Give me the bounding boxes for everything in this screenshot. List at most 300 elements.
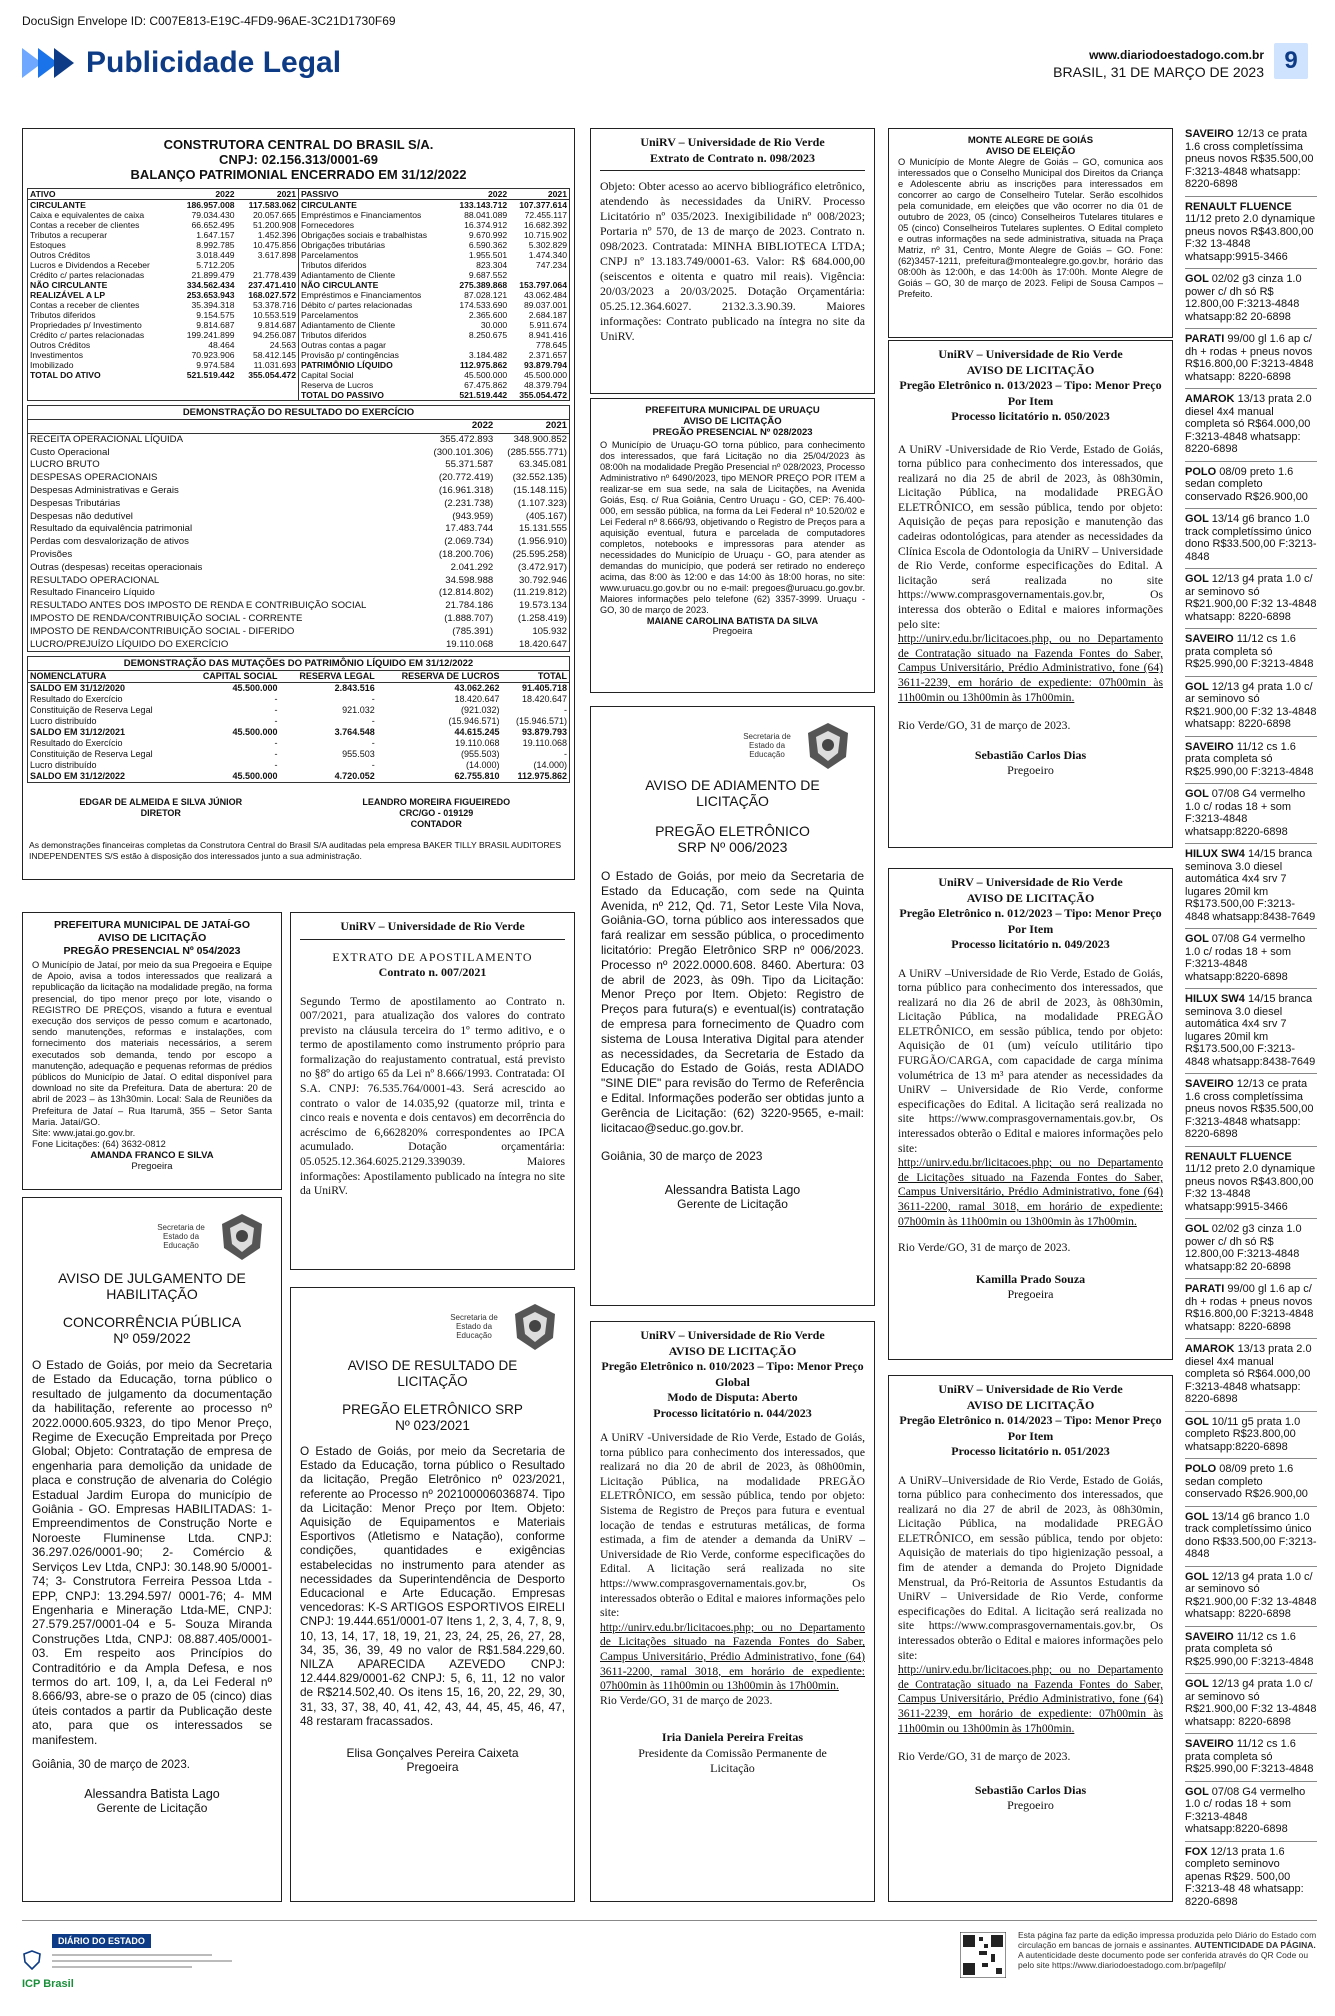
dmpl-cell: SALDO EM 31/12/2020 (30, 683, 126, 694)
classified-ad (1185, 273, 1317, 323)
ativo-cell: 8.992.785 (196, 240, 235, 250)
classified-ad-text: 08/09 preto 1.6 sedan completo conservado R$26.900,00 (1185, 465, 1308, 503)
classified-ad (1185, 848, 1317, 923)
balanco-box (22, 128, 575, 880)
ativo-cell: 10.475.856 (252, 240, 296, 250)
passivo-cell: 93.879.794 (523, 360, 567, 370)
ativo-row (28, 250, 298, 260)
dre-cell: 19.573.134 (518, 600, 567, 612)
classified-ad (1185, 741, 1317, 779)
dre-row (28, 639, 569, 652)
ativo-cell: 58.412.145 (252, 350, 296, 360)
classified-ad-text: 99/00 gl 1.6 ap c/ dh + rodas + pneus novos R$16.800,00 F:3213-4848 whatsapp: 8220-6898 (1185, 1283, 1314, 1333)
ativo-cell: Crédito c/ partes relacionadas (30, 270, 145, 280)
dmpl-cell: 921.032 (342, 705, 375, 716)
classified-ad-title: SAVEIRO (1185, 740, 1237, 753)
dmpl-row (28, 760, 569, 771)
ativo-cell: Tributos diferidos (30, 310, 96, 320)
resultado-box (290, 1287, 575, 1902)
passivo-cell: TOTAL DO PASSIVO (301, 390, 384, 400)
passivo-cell: 43.062.484 (523, 290, 567, 300)
dmpl-cell: - (371, 694, 375, 705)
p050-link[interactable]: http://unirv.edu.br/licitacoes.php, ou no Departamento de Contratação situado na Fazenda Fontes do Saber, Campus Universitário, Prédio Administrativo, fone (64) 3611-2239, em horário de expediente: 07h00min às 11h00min ou 13h00min às 17h00min. (898, 632, 1163, 704)
ativo-cell (237, 260, 298, 270)
passivo-row (299, 230, 569, 240)
p051-date: Rio Verde/GO, 31 de março de 2023. (898, 1750, 1071, 1764)
classified-ad (1185, 1846, 1317, 1909)
dre-row (28, 575, 569, 588)
p044-date: Rio Verde/GO, 31 de março de 2023. (600, 1693, 773, 1707)
dmpl-row (28, 716, 569, 727)
dmpl-cell: - (371, 716, 375, 727)
dre-cell: RECEITA OPERACIONAL LÍQUIDA (30, 433, 184, 445)
passivo-cell: 10.715.902 (523, 230, 567, 240)
ativo-row (28, 370, 298, 380)
dre-cell: 355.472.893 (439, 433, 494, 445)
julgamento-logo (32, 1206, 272, 1266)
ativo-cell: 117.583.062 (248, 200, 296, 210)
dre-cell: (1.107.323) (517, 497, 567, 509)
sig1-name: EDGAR DE ALMEIDA E SILVA JÚNIOR (79, 797, 243, 808)
dmpl-cell: 45.500.000 (232, 727, 278, 738)
classified-ad-title: GOL (1185, 573, 1212, 585)
passivo-cell: 9.670.992 (468, 230, 508, 240)
dmpl-cell: 62.755.810 (454, 771, 500, 782)
p051-body: A UniRV–Universidade de Rio Verde, Estado de Goiás, torna público para conhecimento dos interessados, que realizará no dia 27 de abril de 2023, às 08h30min, Licitação Pública, na modalidade PREGÃO ELETRÔNICO, em sessão pública, tendo por objeto: Aquisição de materiais do tipo higienização pessoal, a fim de atender a demanda do Projeto Dignidade Menstrual, da Pró-Reitoria de Assuntos Estudantis da UniRV – Universidade de Rio Verde, conforme especificações do Edital. A licitação será realizada no site https://www.comprasgovernamentais.gov.br, Os interessados obterão o Edital e maiores informações pelo site: (898, 1473, 1163, 1662)
dmpl-cell: 45.500.000 (232, 771, 278, 782)
classified-ad (1185, 993, 1317, 1068)
adiamento-signer: Alessandra Batista Lago (664, 1183, 801, 1198)
jatai-org: PREFEITURA MUNICIPAL DE JATAÍ-GO (53, 919, 250, 931)
passivo-cell: 133.143.712 (459, 200, 508, 210)
classified-ad-text: 13/14 g6 branco 1.0 track completíssimo único dono R$33.500,00 F:3213-4848 (1185, 513, 1317, 563)
classified-ad-text: 07/08 G4 vermelho 1.0 c/ rodas 18 + som F:3213-4848 whatsapp:8220-6898 (1185, 933, 1306, 983)
ativo-cell: 9.154.575 (196, 310, 235, 320)
pregao-049-box (888, 868, 1173, 1360)
classified-ad (1185, 633, 1317, 671)
dre-row (28, 536, 569, 549)
dmpl-row (28, 749, 569, 760)
classified-ad (1185, 1571, 1317, 1621)
passivo-cell: 89.037.001 (523, 300, 567, 310)
passivo-row (299, 310, 569, 320)
classified-ad (1185, 1343, 1317, 1406)
jatai-box (22, 912, 282, 1190)
dre-cell: Provisões (30, 548, 73, 560)
passivo-cell: CIRCULANTE (301, 200, 357, 210)
p051-subtitle: Pregão Eletrônico n. 014/2023 – Tipo: Menor Preço Por Item (899, 1413, 1162, 1443)
apost-body: Segundo Termo de apostilamento ao Contrato n. 007/2021, para atualização dos valores do contrato previsto na cláusula terceira do 1º termo aditivo, e o termo de apostilamento como instrumento próprio para formalização do reajustamento contratual, está previsto no §8º do artigo 65 da Lei nº 8.666/1993. Contratada: OI S.A. CNPJ: 76.535.764/0001-43. Será acrescido ao contrato o valor de 14.035,92 (quatorze mil, trinta e cinco reais e noventa e dois centavos) em decorrência do acréscimo de 6,662820% correspondentes ao IPCA acumulado. Dotação orçamentária: 05.0525.12.364.6025.2129.339039. Maiores informações: Apostilamento publicado na íntegra no site da UniRV. (300, 994, 565, 1198)
dmpl-head-cell: RESERVA LEGAL (299, 671, 375, 682)
classified-ad (1185, 1738, 1317, 1776)
dre-cell: (1.956.910) (517, 536, 567, 548)
adiamento-date: Goiânia, 30 de março de 2023 (601, 1149, 763, 1164)
ativo-cell: 79.034.430 (191, 210, 235, 220)
qr-code-icon[interactable] (960, 1932, 1006, 1978)
dmpl-cell: 93.879.793 (521, 727, 567, 738)
classified-ad-title: GOL (1185, 933, 1212, 945)
dmpl-cell: Lucro distribuído (30, 760, 97, 771)
classified-ad (1185, 201, 1317, 264)
dmpl-cell: (14.000) (465, 760, 500, 771)
p050-signer: Sebastião Carlos Dias (974, 747, 1087, 762)
dre-cell: 63.345.081 (518, 459, 567, 471)
ativo-row (28, 320, 298, 330)
ativo-row (28, 270, 298, 280)
classified-ad-title: POLO (1185, 1463, 1220, 1475)
classified-ad-text: 12/13 ce prata 1.6 cross completíssima pneus novos R$35.500,00 F:3213-4848 whatsapp: 8220-6898 (1185, 1078, 1314, 1140)
p051-process: Processo licitatório n. 051/2023 (951, 1444, 1110, 1458)
ativo-cell: 3.617.898 (257, 250, 296, 260)
passivo-cell: 1.955.501 (468, 250, 508, 260)
classified-ad-title: GOL (1185, 1510, 1212, 1523)
classified-ad-title: PARATI (1185, 333, 1228, 345)
apostilamento-box (290, 912, 575, 1270)
ativo-cell: NÃO CIRCULANTE (30, 280, 108, 290)
passivo-header (299, 189, 569, 200)
passivo-cell: 48.379.794 (523, 380, 567, 390)
passivo-row (299, 280, 569, 290)
classified-ad-text: 11/12 preto 2.0 dynamique pneus novos R$43.800,00 F:32 13-4848 whatsapp:9915-3466 (1185, 1163, 1316, 1213)
classified-ad-text: 07/08 G4 vermelho 1.0 c/ rodas 18 + som F:3213-4848 whatsapp:8220-6898 (1185, 1785, 1306, 1835)
classified-ad (1185, 1151, 1317, 1214)
ativo-cell: Propriedades p/ Investimento (30, 320, 142, 330)
passivo-cell: 521.519.442 (459, 390, 508, 400)
apost-subtitle: Contrato n. 007/2021 (378, 965, 487, 979)
ativo-cell: 199.241.899 (186, 330, 235, 340)
dmpl-row (28, 771, 569, 782)
ativo-cell: 334.562.434 (186, 280, 235, 290)
uruacu-title: AVISO DE LICITAÇÃO (683, 416, 782, 427)
page-header (22, 40, 1322, 88)
ativo-cell: 51.200.908 (252, 220, 296, 230)
dmpl-cell: 2.843.516 (334, 683, 375, 694)
dre-cell: LUCRO/PREJUÍZO LÍQUIDO DO EXERCÍCIO (30, 638, 229, 650)
seduc-logo-text: Secretaria de Estado da Educação (743, 731, 791, 759)
passivo-cell: 5.911.674 (529, 320, 567, 330)
ativo-cell: 186.957.008 (186, 200, 235, 210)
dmpl-cell: 45.500.000 (232, 683, 278, 694)
ativo-row (28, 240, 298, 250)
dmpl-cell: Lucro distribuído (30, 716, 97, 727)
passivo-row (299, 360, 569, 370)
dre-row (28, 472, 569, 485)
ativo-row (28, 350, 298, 360)
ativo-head-cell: 2022 (215, 189, 235, 199)
dre-cell: DESPESAS OPERACIONAIS (30, 472, 158, 484)
ativo-cell: 1.452.396 (257, 230, 296, 240)
dre-cell: 55.371.587 (445, 459, 494, 471)
sig2-name: LEANDRO MOREIRA FIGUEIREDO (362, 797, 511, 808)
dre-cell: (20.772.419) (438, 472, 494, 484)
passivo-cell: Outras contas a pagar (301, 340, 387, 350)
passivo-cell: 88.041.089 (464, 210, 508, 220)
footer-brand: DIÁRIO DO ESTADO (52, 1934, 151, 1948)
dre-cell: (300.101.306) (433, 446, 494, 458)
dmpl-cell: - (274, 749, 278, 760)
dmpl-cell: 3.764.548 (334, 727, 375, 738)
passivo-cell: Empréstimos e Financiamentos (301, 210, 422, 220)
ativo-cell: Tributos a recuperar (30, 230, 108, 240)
ativo-cell: 35.394.318 (191, 300, 235, 310)
dre-row (28, 485, 569, 498)
dre-cell: 2.041.292 (450, 561, 494, 573)
passivo-cell: PATRIMÔNIO LÍQUIDO (301, 360, 393, 370)
ativo-cell: 53.378.716 (252, 300, 296, 310)
dmpl-cell: Constituição de Reserva Legal (30, 705, 153, 716)
p051-title: AVISO DE LICITAÇÃO (966, 1397, 1095, 1412)
julgamento-title: AVISO DE JULGAMENTO DE HABILITAÇÃO (58, 1270, 246, 1302)
dmpl-cell: - (274, 705, 278, 716)
classified-ad (1185, 333, 1317, 383)
classified-ad-text: 12/13 g4 prata 1.0 c/ ar seminovo só R$21.900,00 F:32 13-4848 whatsapp: 8220-6898 (1185, 1678, 1317, 1728)
classified-ad-title: SAVEIRO (1185, 1078, 1237, 1090)
dre-title: DEMONSTRAÇÃO DO RESULTADO DO EXERCÍCIO (28, 406, 569, 420)
classified-ad-title: SAVEIRO (1185, 1630, 1237, 1643)
dre-cell: (32.552.135) (512, 472, 567, 484)
julgamento-box (22, 1197, 282, 1902)
classified-ad (1185, 788, 1317, 838)
dmpl-cell: (14.000) (533, 760, 567, 771)
classified-ad (1185, 1678, 1317, 1728)
passivo-head-cell: 2022 (488, 189, 508, 199)
passivo-cell: Tributos diferidos (301, 260, 367, 270)
passivo-cell (449, 340, 509, 350)
dmpl-cell: - (274, 716, 278, 727)
passivo-row (299, 370, 569, 380)
p049-subtitle: Pregão Eletrônico n. 012/2023 – Tipo: Menor Preço Por Item (899, 906, 1162, 936)
adiamento-role: Gerente de Licitação (677, 1197, 788, 1212)
passivo-cell: Empréstimos e Financiamentos (301, 290, 422, 300)
jatai-phone: Fone Licitações: (64) 3632-0812 (32, 1139, 166, 1150)
classified-ad-text: 14/15 branca seminova 3.0 diesel automática 4x4 srv 7 lugares 20mil km R$173.500,00 F:3213-4848 whatsapp:8438-7649 (1185, 993, 1316, 1068)
classified-ad-title: POLO (1185, 465, 1220, 478)
dmpl-cell: Constituição de Reserva Legal (30, 749, 153, 760)
passivo-cell: 747.234 (535, 260, 567, 270)
ativo-cell: Outros Créditos (30, 250, 91, 260)
jatai-signer: AMANDA FRANCO E SILVA (90, 1150, 214, 1162)
passivo-cell: 355.054.472 (519, 390, 567, 400)
dre-cell: Outras (despesas) receitas operacionais (30, 561, 203, 573)
passivo-head-cell: PASSIVO (301, 189, 339, 199)
p049-date: Rio Verde/GO, 31 de março de 2023. (898, 1241, 1071, 1255)
classified-ad-title: GOL (1185, 1415, 1212, 1428)
ativo-head-cell: 2021 (276, 189, 296, 199)
passivo-cell: 823.304 (476, 260, 508, 270)
p049-link[interactable]: http://unirv.edu.br/licitacoes.php; ou no Departamento de Licitações situado na Fazenda Fontes do Saber, Campus Universitário, Prédio Administrativo, fone (64) 3611-2200, ramal 3018, em horário de expediente: 07h00min às 11h00min ou 13h00min às 17h00min. (898, 1156, 1163, 1228)
passivo-cell: Fornecedores (301, 220, 355, 230)
julgamento-date: Goiânia, 30 de março de 2023. (32, 1758, 190, 1771)
p044-subtitle: Pregão Eletrônico n. 010/2023 – Tipo: Menor Preço Global (601, 1359, 864, 1389)
ativo-cell: Investimentos (30, 350, 84, 360)
classified-ad-text: 02/02 g3 cinza 1.0 power c/ dh só R$ 12.800,00 F:3213-4848 whatsapp:82 20-6898 (1185, 1223, 1302, 1273)
passivo-cell: 2.684.187 (528, 310, 567, 320)
ativo-cell: 5.712.205 (196, 260, 235, 270)
section-title: Publicidade Legal (86, 46, 342, 79)
uruacu-body: O Município de Uruaçu-GO torna público, para conhecimento dos interessados, que fará Licitação no dia 25/04/2023 às 08:00h na modalidade Pregão Presencial nº 028/2023, Processo Administrativo nº 6490/2023, tipo MENOR PREÇO POR ITEM a realizar-se em sua sede, na sala de Licitações, na Avenida Goiás, Esq. c/ Rua Goiânia, Centro Uruaçu - GO, CEP: 76.400-000, em sessão pública, na forma da Lei Federal nº 10.520/02 e Lei Federal nº 8.666/93, objetivando o Registro de Preços para a aquisição eventual, futura e parcelada de computadores completos, notebooks e impressoras para atender as necessidades do Município de Uruaçu - GO, para atender as demandas do município, que poderá ser retirado no endereço acima, das 8:00 às 12:00 e das 14:00 às 18:00 horas, no site: www.uruacu.go.gov.br ou no e-mail: pregoes@uruacu.go.gov.br. Maiores informações pelo telefone (62) 3357-3999. Uruaçu - GO, 30 de março de 2023. (600, 440, 865, 615)
p050-role: Pregoeiro (1007, 763, 1054, 778)
classified-ad (1185, 393, 1317, 456)
dre-cell: 19.110.068 (445, 638, 494, 650)
dre-header (28, 420, 569, 433)
p044-process: Processo licitatório n. 044/2023 (653, 1405, 812, 1420)
passivo-cell: Tributos diferidos (301, 330, 367, 340)
passivo-cell: 153.797.064 (519, 280, 567, 290)
p051-link[interactable]: http://unirv.edu.br/licitacoes.php; ou no Departamento de Contratação situado na Fazenda Fontes do Saber, Campus Universitário, Prédio Administrativo, fone (64) 3611-2239, em horário de expediente: 07h00min às 11h00min ou 13h00min às 17h00min. (898, 1663, 1163, 1735)
footer-left (22, 1930, 282, 2000)
classified-ad-text: 11/12 cs 1.6 prata completa só R$25.990,00 F:3213-4848 (1185, 633, 1314, 670)
dmpl-title: DEMONSTRAÇÃO DAS MUTAÇÕES DO PATRIMÔNIO LÍQUIDO EM 31/12/2022 (28, 657, 569, 671)
ativo-cell: 168.027.572 (248, 290, 296, 300)
pregao-050-box (888, 340, 1173, 848)
dmpl-cell: 18.420.647 (521, 694, 567, 705)
passivo-row (299, 260, 569, 270)
dmpl-cell: 19.110.068 (522, 738, 567, 749)
classified-ad-title: HILUX SW4 (1185, 993, 1248, 1005)
monte-alegre-box (888, 128, 1173, 338)
dre-row (28, 433, 569, 446)
classified-ad-text: 11/12 cs 1.6 prata completa só R$25.990,00 F:3213-4848 (1185, 1738, 1314, 1775)
ativo-cell: 237.471.410 (248, 280, 296, 290)
classified-ad-text: 99/00 gl 1.6 ap c/ dh + rodas + pneus novos R$16.800,00 F:3213-4848 whatsapp: 8220-6898 (1185, 333, 1314, 383)
dre-cell: 17.483.744 (445, 523, 494, 535)
dre-cell: (405.167) (525, 510, 567, 522)
passivo-cell: 107.377.614 (519, 200, 567, 210)
passivo-cell: 9.687.552 (468, 270, 508, 280)
classified-ad (1185, 1786, 1317, 1836)
dmpl-cell: 91.405.718 (521, 683, 567, 694)
extrato-title: Extrato de Contrato n. 098/2023 (650, 150, 815, 165)
classified-ad-text: 11/12 preto 2.0 dynamique pneus novos R$43.800,00 F:32 13-4848 whatsapp:9915-3466 (1185, 213, 1316, 263)
classified-ad-text: 12/13 g4 prata 1.0 c/ ar seminovo só R$21.900,00 F:32 13-4848 whatsapp: 8220-6898 (1185, 680, 1317, 730)
ativo-cell: 20.057.665 (252, 210, 296, 220)
ativo-row (28, 260, 298, 270)
classified-ad-text: 13/13 prata 2.0 diesel 4x4 manual completa só R$64.000,00 F:3213-4848 whatsapp: 8220-6898 (1185, 1343, 1312, 1405)
ativo-cell: 66.652.495 (191, 220, 235, 230)
pregao-044-box (590, 1321, 875, 1902)
classified-ad (1185, 681, 1317, 731)
dre-cell: Despesas não dedutível (30, 510, 133, 522)
dre-cell: IMPOSTO DE RENDA/CONTRIBUIÇÃO SOCIAL - CORRENTE (30, 612, 303, 624)
footer-auth-title: AUTENTICIDADE DA PÁGINA. (1194, 1940, 1316, 1950)
ativo-cell: Imobilizado (30, 360, 74, 370)
footer-auth-note: A autenticidade deste documento pode ser conferida através do QR Code ou pelo site https://www.diariodoestadogo.com.br/pagefilp/ (1018, 1950, 1309, 1970)
dre-cell: (3.472.917) (517, 561, 567, 573)
passivo-cell: NÃO CIRCULANTE (301, 280, 379, 290)
classified-ad-text: 13/14 g6 branco 1.0 track completíssimo único dono R$33.500,00 F:3213-4848 (1185, 1510, 1317, 1560)
dre-cell: LUCRO BRUTO (30, 459, 100, 471)
p050-process: Processo licitatório n. 050/2023 (951, 409, 1110, 423)
dmpl-head-cell: RESERVA DE LUCROS (401, 671, 500, 682)
p044-link[interactable]: http://unirv.edu.br/licitacoes.php; ou no Departamento de Licitações situado na Fazenda Fontes do Saber, Campus Universitário, Prédio Administrativo, fone (64) 3611-2200, ramal 3018, em horário de expediente: 07h00min às 11h00min ou 13h00min às 17h00min. (600, 1620, 865, 1693)
ativo-row (28, 280, 298, 290)
ativo-cell: CIRCULANTE (30, 200, 86, 210)
classified-ad-text: 02/02 g3 cinza 1.0 power c/ dh só R$ 12.800,00 F:3213-4848 whatsapp:82 20-6898 (1185, 273, 1302, 323)
dre-cell: 34.598.988 (445, 574, 494, 586)
passivo-cell: 8.250.675 (468, 330, 508, 340)
ativo-cell: Contas a receber de clientes (30, 220, 140, 230)
classified-ad (1185, 1631, 1317, 1669)
dre-cell: (11.219.812) (513, 587, 567, 599)
p044-role: Presidente da Comissão Permanente de Licitação (638, 1745, 827, 1776)
dre-row (28, 447, 569, 460)
jatai-role: Pregoeira (131, 1161, 173, 1173)
dre-row (28, 562, 569, 575)
dmpl-cell: 955.503 (342, 749, 375, 760)
passivo-cell: 45.500.000 (523, 370, 567, 380)
p044-body: A UniRV -Universidade de Rio Verde, Estado de Goiás, torna público para conhecimento dos interessados, que realizará no dia 20 de abril de 2023, às 08h00min, Licitação Pública, na modalidade PREGÃO ELETRÔNICO, em sessão pública, tendo por objeto: Sistema de Registro de Preços para futura e eventual locação de tendas e estruturas metálicas, de forma estimada, a fim de atender a demanda da UniRV – Universidade de Rio Verde, conforme especificações do Edital. A licitação será realizada no site https://www.comprasgovernamentais.gov.br, Os interessados obterão o Edital e maiores informações pelo site: (600, 1431, 865, 1620)
classified-ad-title: FOX (1185, 1845, 1211, 1858)
ativo-cell: 21.778.439 (252, 270, 296, 280)
uruacu-subtitle: PREGÃO PRESENCIAL Nº 028/2023 (652, 427, 813, 438)
classified-ad-title: PARATI (1185, 1283, 1228, 1295)
dmpl-cell: (15.946.571) (448, 716, 500, 727)
dmpl-table (28, 671, 569, 782)
dmpl-row (28, 727, 569, 738)
extrato-org: UniRV – Universidade de Rio Verde (640, 135, 825, 149)
passivo-cell: 778.645 (535, 340, 567, 350)
classified-ad-title: GOL (1185, 788, 1212, 800)
passivo-table (299, 189, 569, 400)
dmpl-cell: - (274, 760, 278, 771)
p049-role: Pregoeira (1007, 1287, 1054, 1302)
p049-body: A UniRV –Universidade de Rio Verde, Estado de Goiás, torna público para conhecimento dos interessados, que realizará no dia 26 de abril de 2023, às 08h30min, Licitação Pública, na modalidade PREGÃO ELETRÔNICO, em sessão pública, tendo por objeto: Aquisição de 01 (um) veículo utilitário tipo FURGÃO/CARGA, com capacidade de carga mínima volumétrica de 13 m³ para atender as necessidades da UniRV – Universidade de Rio Verde, conforme especificações do Edital. A licitação será realizada no site https://www.comprasgovernamentais.gov.br, Os interessados obterão o Edital e maiores informações pelo site: (898, 966, 1163, 1155)
jatai-site: Site: www.jatai.go.gov.br. (32, 1128, 136, 1139)
dre-cell: (25.595.258) (512, 548, 567, 560)
ativo-cell: 9.974.584 (196, 360, 235, 370)
resultado-subtitle: PREGÃO ELETRÔNICO SRP Nº 023/2021 (342, 1402, 523, 1433)
classified-ad-title: SAVEIRO (1185, 1738, 1237, 1750)
dmpl-head-cell: TOTAL (537, 671, 567, 682)
dmpl-cell: (15.946.571) (515, 716, 567, 727)
passivo-cell: 16.374.912 (464, 220, 508, 230)
ativo-cell: 355.054.472 (248, 370, 296, 380)
monte-title: AVISO DE ELEIÇÃO (985, 146, 1076, 157)
goias-coat-of-arms-icon (212, 1206, 272, 1266)
ativo-cell: Caixa e equivalentes de caixa (30, 210, 145, 220)
adiamento-logo (601, 715, 858, 775)
monte-body: O Município de Monte Alegre de Goiás – GO, comunica aos interessados que o Conselho Municipal dos Direitos da Criança e Adolescente abriu as inscrições para interessados em concorrer ao cargo de Conselheiro Tutelar. Serão escolhidos pela comunidade, em eleições que vão ocorrer no dia 01 de outubro de 2023, 05 (cinco) Conselheiros Tutelares titulares e 05 (cinco) Conselheiros Tutelares suplentes. O Edital completo e outras informações na sede administrativa, situada na Praça Matriz, nº 31, Centro, Monte Alegre de Goiás – GO. Fone:(62)3457-1211, prefeitura@montealegre.go.gov.br, horário das 08:00h às 12:00h, e das 14:00h às 17:00h. Monte Alegre de Goiás – GO, 30 de março de 2023. Felipi de Sousa Campos – Prefeito. (898, 157, 1163, 299)
classified-ad (1185, 466, 1317, 504)
dmpl-cell: 19.110.068 (455, 738, 500, 749)
classified-ad-text: 14/15 branca seminova 3.0 diesel automática 4x4 srv 7 lugares 20mil km R$173.500,00 F:3213-4848 whatsapp:8438-7649 (1185, 848, 1316, 923)
classified-ad (1185, 1283, 1317, 1333)
goias-coat-of-arms-icon (505, 1296, 565, 1356)
classified-ad (1185, 573, 1317, 623)
classified-ad-text: 10/11 g5 prata 1.0 completo R$23.800,00 whatsapp:8220-6898 (1185, 1415, 1301, 1453)
ativo-row (28, 310, 298, 320)
p050-date: Rio Verde/GO, 31 de março de 2023. (898, 719, 1071, 733)
page-number: 9 (1274, 43, 1308, 79)
dre-cell: (1.888.707) (444, 612, 494, 624)
resultado-signer: Elisa Gonçalves Pereira Caixeta (346, 1746, 519, 1761)
julgamento-body: O Estado de Goiás, por meio da Secretaria de Estado da Educação, torna público o resultado de julgamento da documentação da habilitação, referente ao processo nº 2022.0000.605.9323, do tipo Menor Preço, Regime de Execução Empreitada por Preço Global; Objeto: Contratação de empresa de engenharia para demolição da unidade de placa e construção de alvenaria do Colégio Estadual Jardim Europa do município de Goiânia - GO. Empresas HABILITADAS: 1- Empreendimentos de Construção Norte e Noroeste Fluminense Ltda. CNPJ: 36.297.026/0001-90; 2- Comércio & Serviços Lev Ltda, CNPJ: 30.148.90 5/0001-74; 3- Construtora Ferreira Pessoa Ltda - EPP, CNPJ: 13.294.597/ 0001-76; 4- MM Engenharia e Mineração Ltda-ME, CNPJ: 27.579.257/0001-04 e 5- Souza Miranda Construções Ltda, CNPJ: 08.887.405/0001-03. Em respeito aos Princípios do Contraditório e da Ampla Defesa, e nos termos do art. 109, I, a, da Lei Federal nº 8.666/93, abre-se o prazo de 05 (cinco) dias úteis contados a partir da Publicação deste ato, para que os interessados se manifestem. (32, 1358, 272, 1747)
ativo-cell: 70.923.906 (191, 350, 235, 360)
dre-cell: Perdas com desvalorização de ativos (30, 536, 189, 548)
p050-body: A UniRV -Universidade de Rio Verde, Estado de Goiás, torna público para conhecimento dos interessados, que realizará no dia 25 de abril de 2023, às 08h30min, Licitação Pública, na modalidade PREGÃO ELETRÔNICO, em sessão pública, tendo por objeto: Aquisição de peças para reposição e manutenção das cadeiras odontológicas, para atender as necessidades da Clínica Escola de Odontologia da UniRV – Universidade de Rio Verde, conforme especificações do Edital. A licitação será realizada no site https://www.comprasgovernamentais.gov.br, Os interessa dos obterão o Edital e maiores informações pelo site: (898, 442, 1163, 631)
ativo-row (28, 200, 298, 211)
passivo-cell: 72.455.117 (524, 210, 567, 220)
p050-org: UniRV – Universidade de Rio Verde (938, 347, 1123, 361)
dre-cell: 30.792.946 (518, 574, 567, 586)
p050-subtitle: Pregão Eletrônico n. 013/2023 – Tipo: Menor Preço Por Item (899, 378, 1162, 408)
dmpl-cell: Resultado do Exercício (30, 694, 123, 705)
classifieds-column (1185, 128, 1317, 1908)
ativo-cell: 521.519.442 (186, 370, 235, 380)
passivo-row (299, 300, 569, 310)
dmpl-cell: - (564, 705, 567, 716)
ativo-row (28, 230, 298, 240)
